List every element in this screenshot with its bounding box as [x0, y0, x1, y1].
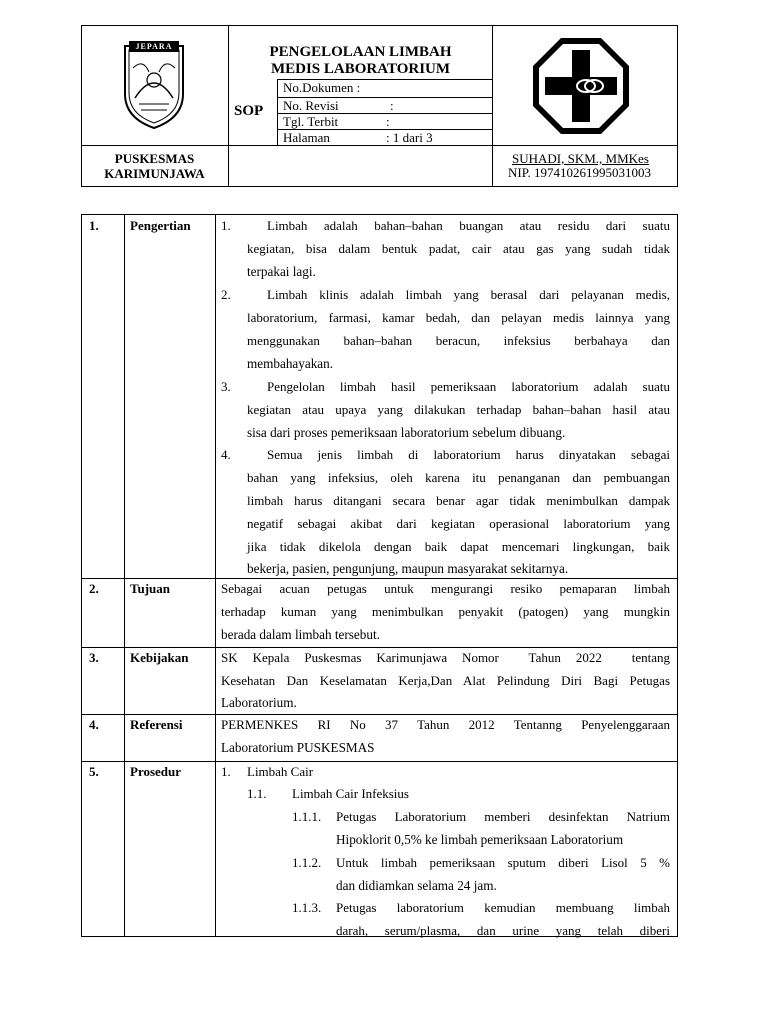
prosedur-l1-text: Limbah Cair [247, 764, 314, 779]
section-title-pengertian: Pengertian [130, 218, 191, 233]
prosedur-l1-num: 1. [221, 764, 231, 779]
tujuan-line: berada dalam limbah tersebut. [221, 627, 380, 642]
section-title-prosedur: Prosedur [130, 764, 182, 779]
section-num-1: 1. [89, 218, 99, 233]
puskesmas-logo [531, 36, 631, 136]
pengertian-item-line: Limbah adalah bahan–bahan buangan atau residu dari suatu [267, 218, 670, 233]
prosedur-l2-num: 1.1. [247, 786, 267, 801]
pengertian-item-line: negatif sebagai akibat dari kegiatan operasional laboratorium yang [247, 516, 670, 531]
prosedur-item-line: Petugas Laboratorium memberi desinfektan Natrium [336, 809, 670, 824]
prosedur-item-line: dan didiamkan selama 24 jam. [336, 878, 497, 893]
pengertian-item-line: Pengelolan limbah hasil pemeriksaan laboratorium adalah suatu [267, 379, 670, 394]
section-title-kebijakan: Kebijakan [130, 650, 189, 665]
section-num-5: 5. [89, 764, 99, 779]
prosedur-item-line: Untuk limbah pemeriksaan sputum diberi Lisol 5 % [336, 855, 670, 870]
signer-nip: NIP. 197410261995031003 [508, 165, 652, 180]
pengertian-item-line: kegiatan, bisa dalam bentuk padat, cair atau gas yang sudah tidak [247, 241, 670, 256]
referensi-line: Laboratorium PUSKESMAS [221, 740, 375, 755]
section-num-3: 3. [89, 650, 99, 665]
org-name-line2: KARIMUNJAWA [104, 166, 205, 181]
pengertian-item-line: menggunakan bahan–bahan beracun, infeksius berbahaya dan [247, 333, 670, 348]
prosedur-item-num: 1.1.2. [292, 855, 322, 870]
tujuan-line: terhadap kuman yang menimbulkan penyakit (patogen) yang mungkin [221, 604, 670, 619]
field-no-revisi-value: : [390, 98, 394, 113]
referensi-line: PERMENKES RI No 37 Tahun 2012 Tentanng Penyelenggaraan [221, 717, 670, 732]
field-no-revisi-label: No. Revisi [283, 98, 339, 113]
pengertian-item-line: Limbah klinis adalah limbah yang berasal dari pelayanan medis, [267, 287, 670, 302]
pengertian-item-line: terpakai lagi. [247, 264, 316, 279]
prosedur-item-num: 1.1.3. [292, 900, 322, 915]
prosedur-item-num: 1.1.1. [292, 809, 322, 824]
section-title-tujuan: Tujuan [130, 581, 170, 596]
pengertian-item-line: bekerja, pasien, pengunjung, maupun masyarakat sekitarnya. [247, 561, 569, 576]
pengertian-item-num: 4. [221, 447, 231, 462]
pengertian-item-num: 3. [221, 379, 231, 394]
prosedur-l2-text: Limbah Cair Infeksius [292, 786, 409, 801]
kebijakan-line: SK Kepala Puskesmas Karimunjawa Nomor Tahun 2022 tentang [221, 650, 670, 665]
pengertian-item-line: Semua jenis limbah di laboratorium harus dinyatakan sebagai [267, 447, 670, 462]
section-num-4: 4. [89, 717, 99, 732]
tujuan-line: Sebagai acuan petugas untuk mengurangi resiko pemaparan limbah [221, 581, 670, 596]
pengertian-item-line: sisa dari proses pemeriksaan laboratorium sebelum dibuang. [247, 425, 566, 440]
jepara-logo [119, 38, 189, 130]
field-tgl-terbit-label: Tgl. Terbit [283, 114, 339, 129]
signer-name: SUHADI, SKM., MMKes [512, 151, 649, 166]
prosedur-item-line: Hipoklorit 0,5% ke limbah pemeriksaan Laboratorium [336, 832, 624, 847]
pengertian-item-num: 2. [221, 287, 231, 302]
field-halaman-value: : 1 dari 3 [386, 130, 433, 145]
pengertian-item-line: bahan yang infeksius, oleh karena itu penanganan dan pembuangan [247, 470, 670, 485]
pengertian-item-line: kegiatan atau upaya yang dilakukan terhadap bahan–bahan hasil atau [247, 402, 670, 417]
logo-text: JEPARA [135, 42, 173, 51]
sop-label: SOP [234, 103, 264, 119]
section-num-2: 2. [89, 581, 99, 596]
doc-title-line1: PENGELOLAAN LIMBAH [269, 44, 452, 60]
field-tgl-terbit-value: : [386, 114, 390, 129]
field-no-dokumen-label: No.Dokumen : [283, 80, 361, 95]
field-halaman-label: Halaman [283, 130, 330, 145]
prosedur-item-line: Petugas laboratorium kemudian membuang limbah [336, 900, 670, 915]
section-title-referensi: Referensi [130, 717, 183, 732]
org-name-line1: PUSKESMAS [114, 151, 195, 166]
pengertian-item-num: 1. [221, 218, 231, 233]
doc-title-line2: MEDIS LABORATORIUM [270, 61, 451, 77]
pengertian-item-line: limbah harus ditangani secara benar agar tidak menimbulkan dampak [247, 493, 670, 508]
pengertian-item-line: membahayakan. [247, 356, 334, 371]
pengertian-item-line: jika tidak dikelola dengan baik dapat mencemari lingkungan, baik [247, 539, 670, 554]
kebijakan-line: Laboratorium. [221, 695, 297, 710]
kebijakan-line: Kesehatan Dan Keselamatan Kerja,Dan Alat Pelindung Diri Bagi Petugas [221, 673, 670, 688]
prosedur-item-line: darah, serum/plasma, dan urine yang telah diberi [336, 923, 670, 938]
pengertian-item-line: laboratorium, farmasi, kamar bedah, dan pelayan medis lainnya yang [247, 310, 670, 325]
